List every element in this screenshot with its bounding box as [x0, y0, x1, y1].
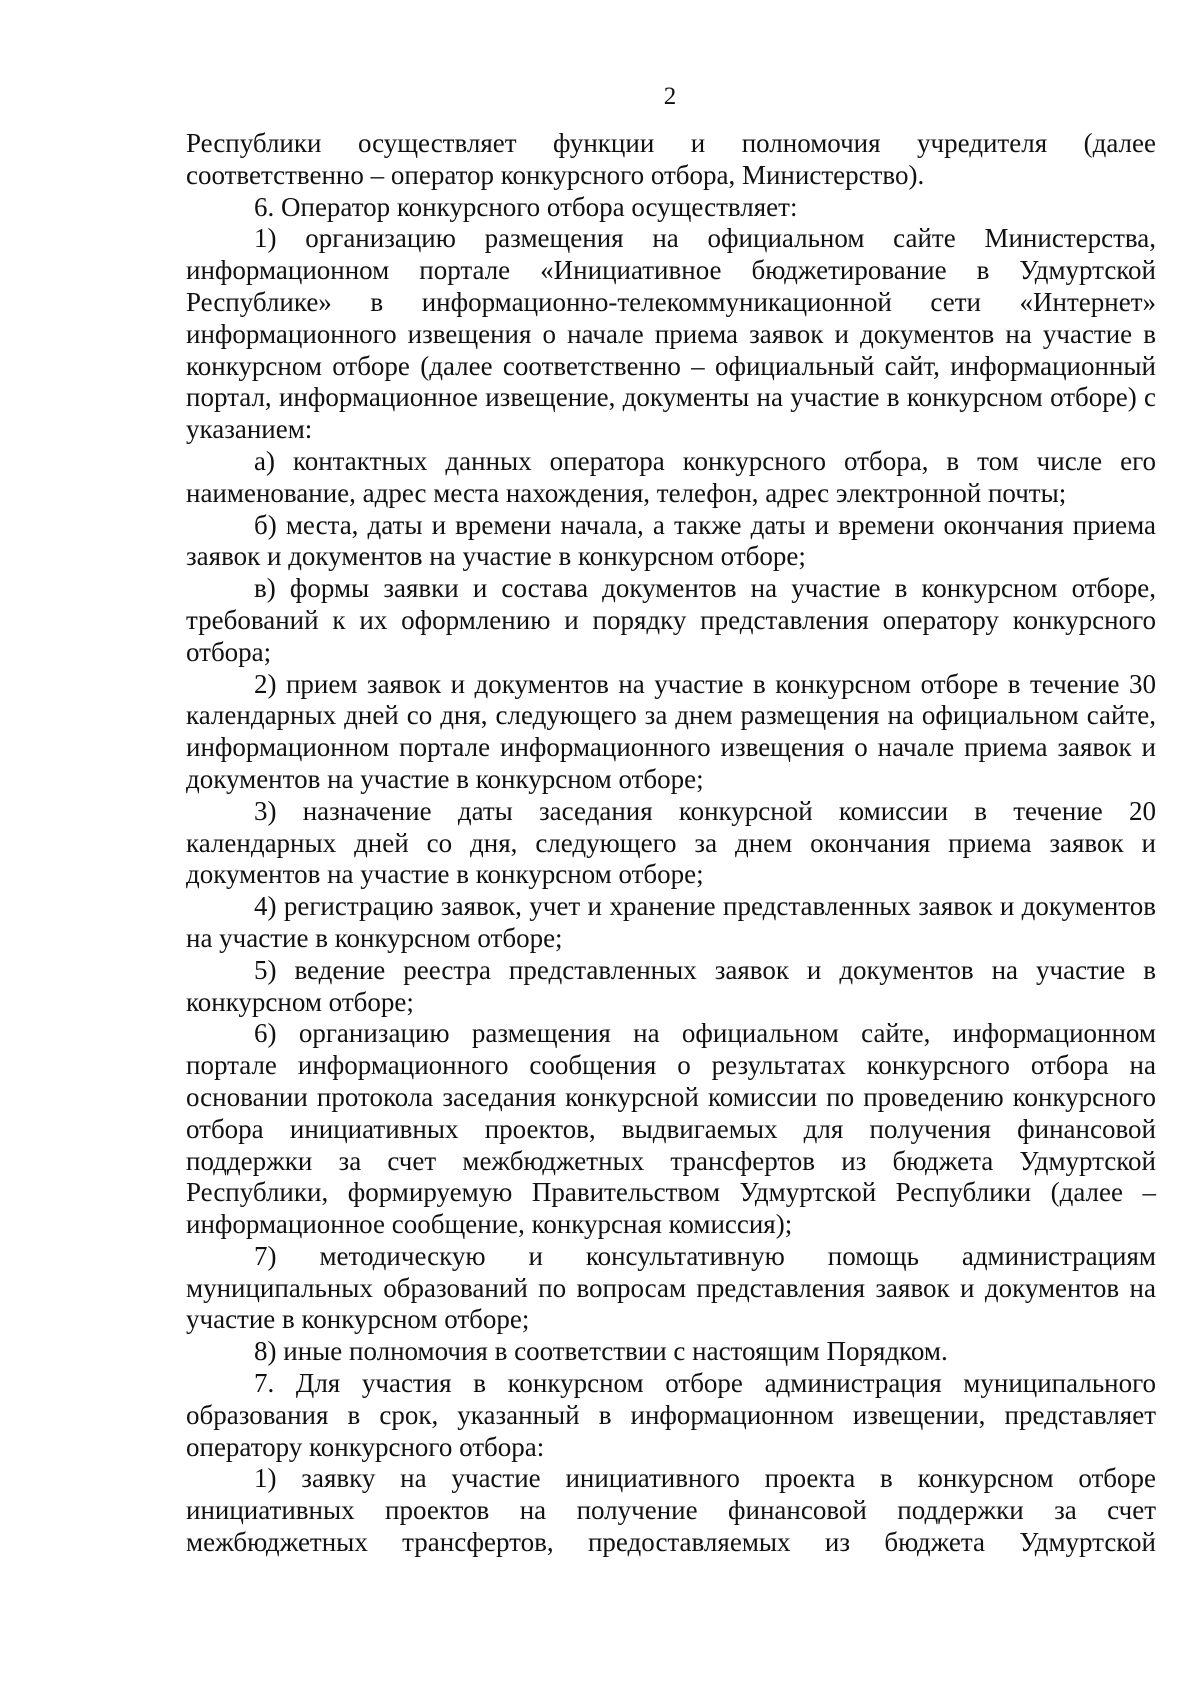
paragraph: Республики осуществляет функции и полномочия учредителя (далее соответственно – оператор конкурсного отбора, Министерство). — [186, 128, 1156, 190]
paragraph: 2) прием заявок и документов на участие в конкурсном отборе в течение 30 календарных дней со дня, следующего за днем размещения на официальном сайте, информационном портале информационного извещения о начале приема заявок и документов на участие в конкурсном отборе; — [186, 668, 1156, 794]
page-number: 2 — [663, 83, 677, 110]
paragraph: 5) ведение реестра представленных заявок и документов на участие в конкурсном отборе; — [186, 954, 1156, 1017]
paragraph: 3) назначение даты заседания конкурсной комиссии в течение 20 календарных дней со дня, следующего за днем окончания приема заявок и документов на участие в конкурсном отборе; — [186, 795, 1156, 890]
paragraph: 8) иные полномочия в соответствии с настоящим Порядком. — [254, 1336, 948, 1367]
paragraph: а) контактных данных оператора конкурсного отбора, в том числе его наименование, адрес места нахождения, телефон, адрес электронной почты; — [186, 445, 1156, 508]
paragraph: 1) заявку на участие инициативного проекта в конкурсном отборе инициативных проектов на получение финансовой поддержки за счет межбюджетных трансфертов, предоставляемых из бюджета Удмуртской — [186, 1463, 1156, 1558]
paragraph: 1) организацию размещения на официальном сайте Министерства, информационном портале «Инициативное бюджетирование в Удмуртской Республике» в информационно-телекоммуникационной сети «Интернет» информационного извещения о начале приема заявок и документов на участие в конкурсном отборе (далее соответственно – официальный сайт, информационный портал, информационное извещение, документы на участие в конкурсном отборе) с указанием: — [186, 223, 1156, 445]
paragraph: б) места, даты и времени начала, а также даты и времени окончания приема заявок и документов на участие в конкурсном отборе; — [186, 509, 1156, 572]
paragraph: 7. Для участия в конкурсном отборе администрация муниципального образования в срок, указанный в информационном извещении, представляет оператору конкурсного отбора: — [186, 1368, 1156, 1462]
paragraph: 4) регистрацию заявок, учет и хранение представленных заявок и документов на участие в конкурсном отборе; — [186, 891, 1156, 953]
paragraph: 6. Оператор конкурсного отбора осуществляет: — [254, 191, 798, 222]
document-body — [186, 128, 1156, 1559]
paragraph: в) формы заявки и состава документов на участие в конкурсном отборе, требований к их оформлению и порядку представления оператору конкурсного отбора; — [186, 573, 1156, 667]
paragraph: 6) организацию размещения на официальном сайте, информационном портале информационного сообщения о результатах конкурсного отбора на основании протокола заседания конкурсной комиссии по проведению конкурсного отбора инициативных проектов, выдвигаемых для получения финансовой поддержки за счет межбюджетных трансфертов из бюджета Удмуртской Республики, формируемую Правительством Удмуртской Республики (далее – информационное сообщение, конкурсная комиссия); — [186, 1018, 1156, 1240]
paragraph: 7) методическую и консультативную помощь администрациям муниципальных образований по вопросам представления заявок и документов на участие в конкурсном отборе; — [186, 1240, 1156, 1335]
